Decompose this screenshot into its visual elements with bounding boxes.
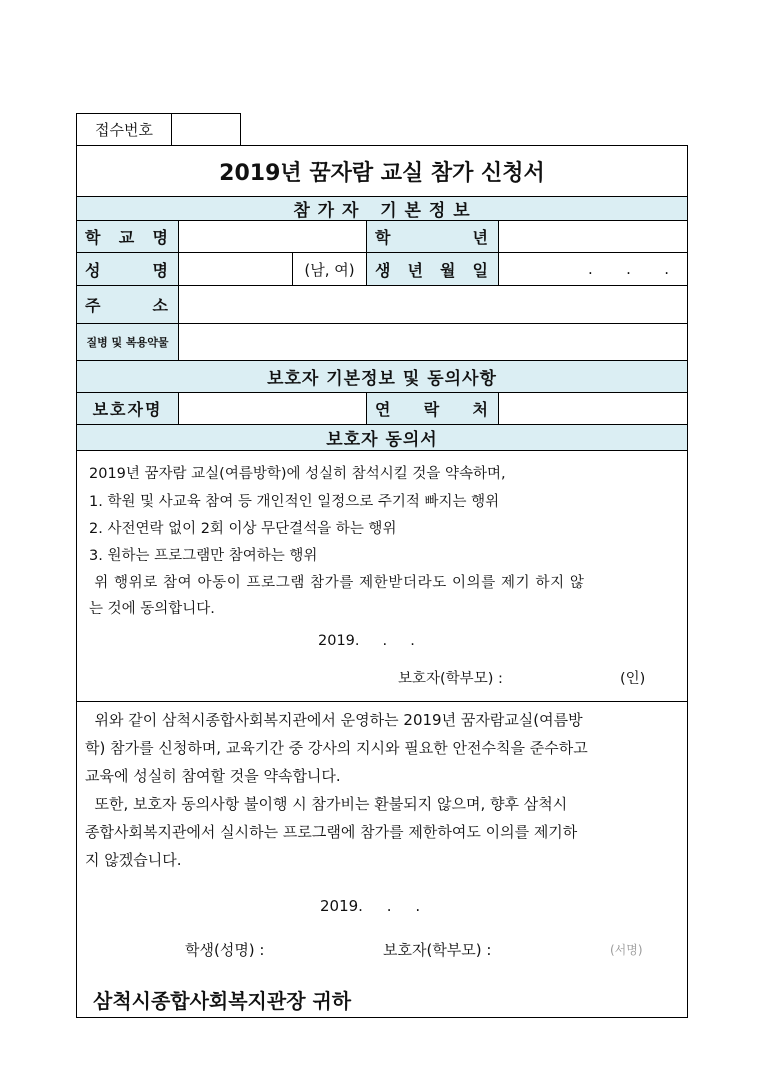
consent-seal[interactable]: (인) xyxy=(620,671,646,687)
participant-section-header: 참 가 자 기 본 정 보 xyxy=(77,197,687,221)
guardian-sign-label: 보호자(학부모) : xyxy=(383,941,492,959)
consent-line-5: 위 행위로 참여 아동이 프로그램 참가를 제한받더라도 이의를 제기 하지 않 xyxy=(89,575,585,591)
consent-signer-label: 보호자(학부모) : xyxy=(398,671,503,687)
pledge-date[interactable]: 2019. . . xyxy=(320,897,421,915)
receipt-box xyxy=(76,113,241,146)
school-label: 학 교 명 xyxy=(77,221,179,253)
name-field[interactable] xyxy=(179,253,293,286)
consent-date[interactable]: 2019. . . xyxy=(318,633,415,649)
contact-field[interactable] xyxy=(499,393,687,425)
pledge-line-5: 종합사회복지관에서 실시하는 프로그램에 참가를 제한하여도 이의를 제기하 xyxy=(85,823,578,841)
form-title: 2019년 꿈자람 교실 참가 신청서 xyxy=(219,160,545,186)
birth-date-field[interactable]: . . . xyxy=(499,253,687,286)
address-label: 주 소 xyxy=(77,286,179,324)
illness-field[interactable] xyxy=(179,324,687,361)
consent-line-6: 는 것에 동의합니다. xyxy=(89,601,215,617)
consent-line-3: 2. 사전연락 없이 2회 이상 무단결석을 하는 행위 xyxy=(89,521,397,537)
receipt-number-field[interactable] xyxy=(172,114,240,145)
pledge-line-4: 또한, 보호자 동의사항 불이행 시 참가비는 환불되지 않으며, 향후 삼척시 xyxy=(85,795,568,813)
pledge-line-6: 지 않겠습니다. xyxy=(85,851,182,869)
gender-selector[interactable]: (남, 여) xyxy=(293,253,367,286)
signature-field[interactable]: (서명) xyxy=(610,943,643,957)
guardian-name-field[interactable] xyxy=(179,393,367,425)
guardian-section-header: 보호자 기본정보 및 동의사항 xyxy=(77,361,687,393)
consent-line-2: 1. 학원 및 사교육 참여 등 개인적인 일정으로 주기적 빠지는 행위 xyxy=(89,494,500,510)
illness-label: 질병 및 복용약물 xyxy=(77,324,179,361)
addressee: 삼척시종합사회복지관장 귀하 xyxy=(93,989,352,1013)
receipt-label: 접수번호 xyxy=(77,114,172,145)
name-label: 성 명 xyxy=(77,253,179,286)
address-field[interactable] xyxy=(179,286,687,324)
guardian-name-label: 보호자명 xyxy=(77,393,179,425)
consent-line-4: 3. 원하는 프로그램만 참여하는 행위 xyxy=(89,548,318,564)
pledge-line-3: 교육에 성실히 참여할 것을 약속합니다. xyxy=(85,767,341,785)
consent-line-1: 2019년 꿈자람 교실(여름방학)에 성실히 참석시킬 것을 약속하며, xyxy=(89,466,506,482)
pledge-line-2: 학) 참가를 신청하며, 교육기간 중 강사의 지시와 필요한 안전수칙을 준수하고 xyxy=(85,739,588,757)
consent-section-header: 보호자 동의서 xyxy=(77,425,687,451)
contact-label: 연 락 처 xyxy=(367,393,499,425)
school-field[interactable] xyxy=(179,221,367,253)
grade-label: 학 년 xyxy=(367,221,499,253)
grade-field[interactable] xyxy=(499,221,687,253)
pledge-line-1: 위와 같이 삼척시종합사회복지관에서 운영하는 2019년 꿈자람교실(여름방 xyxy=(85,711,583,729)
birth-label: 생 년 월 일 xyxy=(367,253,499,286)
student-name-label: 학생(성명) : xyxy=(185,941,265,959)
